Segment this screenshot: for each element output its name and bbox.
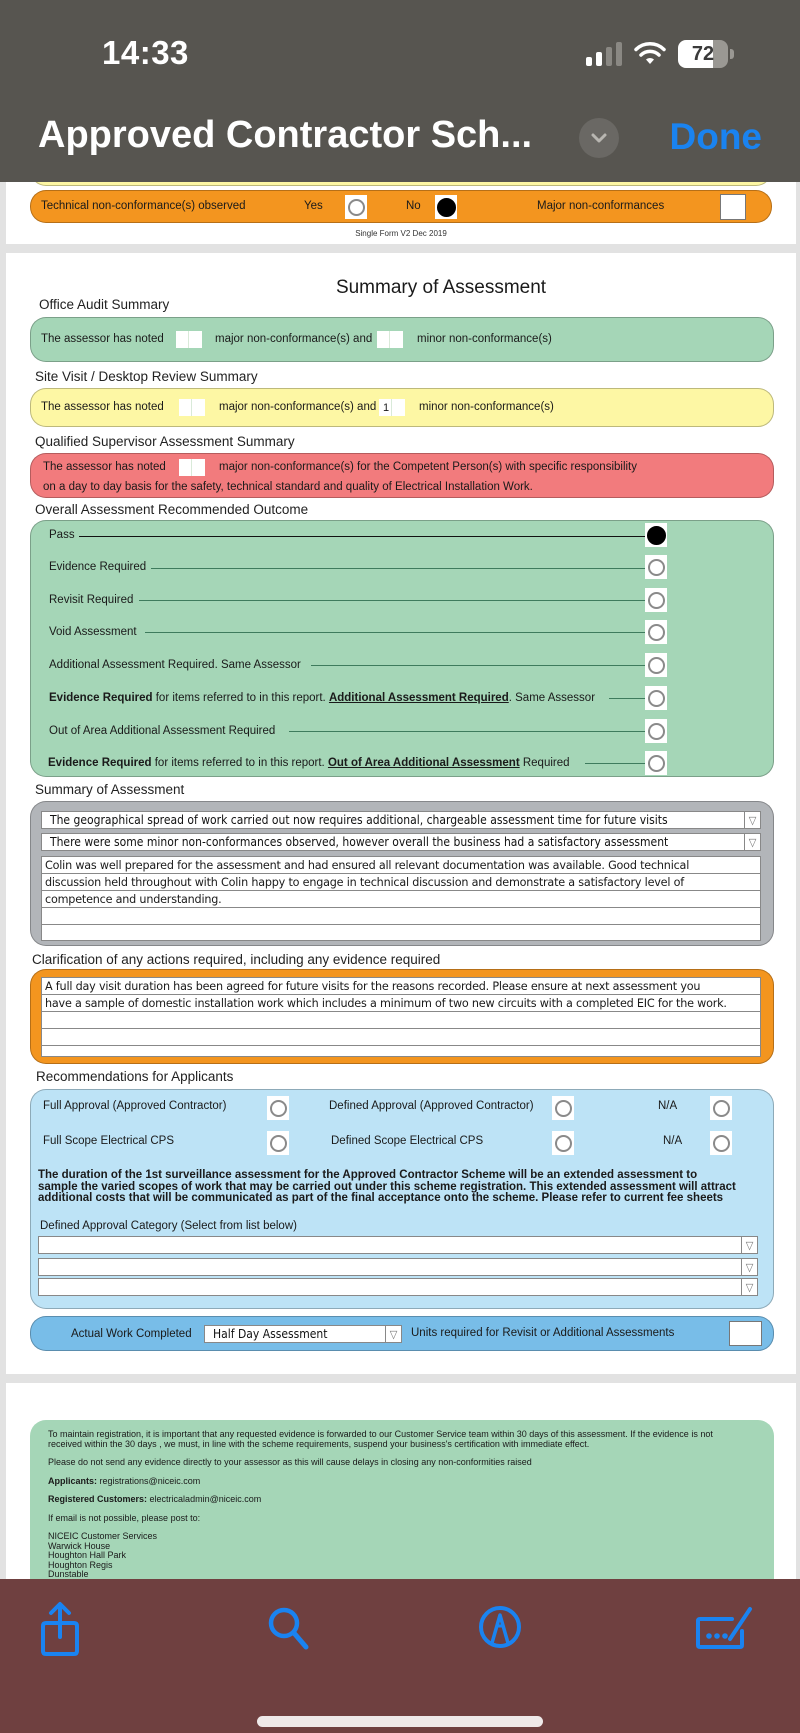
yes-label: Yes — [304, 200, 323, 212]
recommendations-heading: Recommendations for Applicants — [36, 1069, 234, 1084]
outcome-evidence-label: Evidence Required — [49, 561, 147, 573]
outcome-evidence-out-of-area-label: Evidence Required for items referred to in this report. Out of Area Additional Assessment Required — [48, 757, 570, 769]
leader-line — [585, 763, 645, 764]
site-visit-heading: Site Visit / Desktop Review Summary — [35, 369, 258, 384]
cellular-signal-icon — [586, 42, 622, 66]
site-visit-minor-label: minor non-conformance(s) — [419, 401, 554, 413]
qs-band — [30, 453, 774, 498]
search-icon[interactable] — [262, 1601, 318, 1657]
leader-line — [145, 632, 645, 633]
site-visit-prefix: The assessor has noted — [41, 401, 164, 413]
actual-work-band — [30, 1316, 774, 1351]
office-audit-heading: Office Audit Summary — [39, 297, 170, 312]
assessment-summary-heading: Summary of Assessment — [35, 782, 185, 797]
battery-icon: 72 — [678, 40, 728, 68]
summary-dropdown-2[interactable]: There were some minor non-conformances observed, however overall the business had a satisfactory assessment ▽ — [41, 833, 761, 851]
summary-comments-textarea[interactable]: Colin was well prepared for the assessment and had ensured all relevant documentation was available. Good technical discussion held throughout with Colin happy to engage in technical discussion and demonstrate a satisfactory level of competence and understanding. — [41, 856, 761, 941]
qs-major-input[interactable] — [179, 459, 205, 476]
actual-work-label: Actual Work Completed — [71, 1328, 192, 1340]
office-audit-minor-input[interactable] — [377, 331, 403, 348]
site-visit-major-label: major non-conformance(s) and — [219, 401, 377, 413]
office-audit-minor-label: minor non-conformance(s) — [417, 333, 552, 345]
markup-icon[interactable] — [472, 1601, 528, 1657]
home-indicator[interactable] — [257, 1716, 543, 1727]
full-approval-radio[interactable] — [267, 1096, 289, 1120]
wifi-icon — [634, 42, 666, 66]
office-audit-band — [30, 317, 774, 362]
outcome-out-of-area-label: Out of Area Additional Assessment Required — [49, 725, 276, 737]
full-approval-label: Full Approval (Approved Contractor) — [43, 1100, 227, 1112]
postal-address: NICEIC Customer Services Warwick House Houghton Hall Park Houghton Regis Dunstable — [48, 1531, 158, 1579]
form-version-footer: Single Form V2 Dec 2019 — [355, 229, 447, 238]
site-visit-band — [30, 388, 774, 427]
na-cps-radio[interactable] — [710, 1131, 732, 1155]
office-audit-major-label: major non-conformance(s) and — [215, 333, 373, 345]
clarification-heading: Clarification of any actions required, including any evidence required — [32, 952, 441, 967]
office-audit-prefix: The assessor has noted — [41, 333, 164, 345]
outcome-evidence-radio[interactable] — [645, 555, 667, 579]
page-title: Summary of Assessment — [335, 277, 547, 298]
chevron-down-icon[interactable] — [579, 118, 619, 158]
no-label: No — [406, 200, 421, 212]
post-intro: If email is not possible, please post to: — [48, 1512, 201, 1523]
leader-line — [311, 665, 645, 666]
dropdown-arrow-icon[interactable]: ▽ — [741, 1259, 757, 1275]
leader-line — [139, 600, 645, 601]
defined-approval-radio[interactable] — [552, 1096, 574, 1120]
dropdown-arrow-icon[interactable]: ▽ — [385, 1326, 401, 1342]
registered-contact: Registered Customers: electricaladmin@niceic.com — [48, 1494, 262, 1504]
units-label: Units required for Revisit or Additional Assessments — [411, 1327, 675, 1339]
qs-prefix: The assessor has noted — [43, 461, 166, 473]
technical-nc-label: Technical non-conformance(s) observed — [41, 200, 246, 212]
done-button[interactable]: Done — [669, 116, 762, 157]
units-input[interactable] — [729, 1321, 762, 1346]
office-audit-major-input[interactable] — [176, 331, 202, 348]
evidence-para2: Please do not send any evidence directly to your assessor as this will cause delays in closing any non-conformities raised — [48, 1457, 532, 1467]
summary-page — [6, 253, 796, 1374]
category-dropdown-3[interactable] — [38, 1278, 758, 1296]
site-visit-major-input[interactable] — [179, 399, 205, 416]
outcome-evidence-additional-radio[interactable] — [645, 686, 667, 710]
technical-nc-band — [30, 190, 772, 223]
full-scope-cps-label: Full Scope Electrical CPS — [43, 1135, 175, 1147]
outcome-evidence-additional-label: Evidence Required for items referred to in this report. Additional Assessment Required. Same Assessor — [49, 692, 596, 704]
leader-line — [289, 731, 645, 732]
qs-major-label: major non-conformance(s) for the Competent Person(s) with specific responsibility — [219, 461, 637, 473]
full-scope-cps-radio[interactable] — [267, 1131, 289, 1155]
defined-approval-label: Defined Approval (Approved Contractor) — [329, 1100, 534, 1112]
dropdown-arrow-icon[interactable]: ▽ — [744, 812, 760, 828]
registered-email[interactable]: electricaladmin@niceic.com — [149, 1494, 262, 1504]
na-approval-label: N/A — [658, 1100, 678, 1112]
defined-scope-cps-radio[interactable] — [552, 1131, 574, 1155]
qs-line2: on a day to day basis for the safety, technical standard and quality of Electrical Installation Work. — [43, 481, 533, 493]
major-nc-label: Major non-conformances — [537, 200, 665, 212]
actual-work-dropdown[interactable]: Half Day Assessment ▽ — [204, 1325, 402, 1343]
dropdown-arrow-icon[interactable]: ▽ — [741, 1279, 757, 1295]
na-cps-label: N/A — [663, 1135, 683, 1147]
outcome-revisit-label: Revisit Required — [49, 594, 134, 606]
status-icons — [586, 40, 728, 68]
assessment-summary-band — [30, 801, 774, 946]
surveillance-notice: The duration of the 1st surveillance assessment for the Approved Contractor Scheme will be an extended assessment to sample the varied scopes of work that may be carried out under this scheme registration. This extended assessment will attract additional costs that will be communicated as part of the final acceptance onto the scheme. Please refer to current fee sheets — [38, 1169, 736, 1204]
outcome-void-radio[interactable] — [645, 620, 667, 644]
sign-icon[interactable] — [694, 1601, 758, 1657]
leader-line — [151, 568, 645, 569]
clarification-band — [30, 969, 774, 1064]
leader-line — [609, 698, 645, 699]
status-time: 14:33 — [102, 34, 189, 71]
leader-line — [79, 536, 645, 537]
dropdown-arrow-icon[interactable]: ▽ — [741, 1237, 757, 1253]
no-radio[interactable] — [435, 195, 457, 219]
outcome-pass-radio[interactable] — [645, 523, 667, 547]
outcome-pass-label: Pass — [49, 529, 75, 541]
outcome-band — [30, 520, 774, 777]
defined-scope-cps-label: Defined Scope Electrical CPS — [331, 1135, 484, 1147]
dropdown-arrow-icon[interactable]: ▽ — [744, 834, 760, 850]
site-visit-minor-input[interactable]: 1 — [379, 399, 405, 416]
applicants-email[interactable]: registrations@niceic.com — [99, 1475, 201, 1486]
outcome-additional-radio[interactable] — [645, 653, 667, 677]
outcome-evidence-out-of-area-radio[interactable] — [645, 751, 667, 775]
outcome-heading: Overall Assessment Recommended Outcome — [35, 502, 309, 517]
outcome-void-label: Void Assessment — [49, 626, 137, 638]
major-nc-input[interactable] — [720, 194, 746, 220]
nav-header — [0, 0, 800, 182]
document-title[interactable]: Approved Contractor Sch... — [38, 114, 533, 156]
qs-heading: Qualified Supervisor Assessment Summary — [35, 434, 295, 449]
yes-radio[interactable] — [345, 195, 367, 219]
outcome-revisit-radio[interactable] — [645, 588, 667, 612]
outcome-out-of-area-radio[interactable] — [645, 719, 667, 743]
applicants-contact: Applicants: registrations@niceic.com — [48, 1475, 201, 1486]
na-approval-radio[interactable] — [710, 1096, 732, 1120]
category-dropdown-1[interactable] — [38, 1236, 758, 1254]
bottom-toolbar — [0, 1579, 800, 1733]
category-dropdown-2[interactable] — [38, 1258, 758, 1276]
evidence-para1: To maintain registration, it is important that any requested evidence is forwarded to our Customer Service team within 30 days of this assessment. If the evidence is not received within the 30 days , we must, in line with the scheme requirements, suspend your business's certification with immediate effect. — [48, 1429, 713, 1449]
clarification-textarea[interactable]: A full day visit duration has been agreed for future visits for the reasons recorded. Please ensure at next assessment you have a sample of domestic installation work which includes a minimum of two new circuits with a completed EIC for the work. — [41, 977, 761, 1057]
share-icon[interactable] — [38, 1601, 94, 1657]
outcome-additional-label: Additional Assessment Required. Same Assessor — [49, 659, 301, 671]
category-label: Defined Approval Category (Select from list below) — [40, 1220, 297, 1232]
summary-dropdown-1[interactable]: The geographical spread of work carried out now requires additional, chargeable assessment time for future visits ▽ — [41, 811, 761, 829]
recommendations-band — [30, 1089, 774, 1309]
